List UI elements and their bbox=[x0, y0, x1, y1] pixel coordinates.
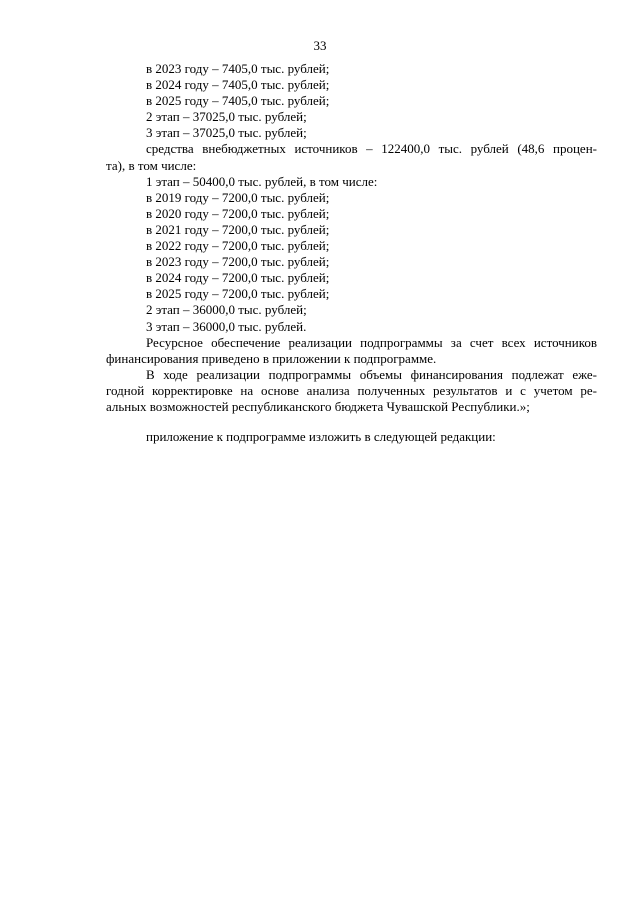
text-line: альных возможностей республиканского бюджета Чувашской Республики.»; bbox=[106, 398, 530, 414]
text-line: 1 этап – 50400,0 тыс. рублей, в том числе: bbox=[146, 173, 378, 189]
text-line: Ресурсное обеспечение реализации подпрограммы за счет всех источников bbox=[146, 334, 597, 350]
text-line: в 2024 году – 7405,0 тыс. рублей; bbox=[146, 77, 330, 93]
text-line: 2 этап – 37025,0 тыс. рублей; bbox=[146, 109, 307, 125]
text-line: годной корректировке на основе анализа полученных результатов и с учетом ре- bbox=[106, 382, 597, 398]
text-line: в 2023 году – 7200,0 тыс. рублей; bbox=[146, 254, 330, 270]
text-line: приложение к подпрограмме изложить в следующей редакции: bbox=[146, 429, 496, 445]
document-body bbox=[106, 61, 597, 445]
text-line: 2 этап – 36000,0 тыс. рублей; bbox=[146, 302, 307, 318]
text-line: средства внебюджетных источников – 122400,0 тыс. рублей (48,6 процен- bbox=[146, 141, 597, 157]
text-line: 3 этап – 37025,0 тыс. рублей; bbox=[146, 125, 307, 141]
text-line: в 2019 году – 7200,0 тыс. рублей; bbox=[146, 189, 330, 205]
text-line: в 2024 году – 7200,0 тыс. рублей; bbox=[146, 270, 330, 286]
page-number: 33 bbox=[313, 38, 327, 53]
text-line: 3 этап – 36000,0 тыс. рублей. bbox=[146, 318, 307, 334]
text-line: В ходе реализации подпрограммы объемы финансирования подлежат еже- bbox=[146, 366, 597, 382]
text-line: в 2021 году – 7200,0 тыс. рублей; bbox=[146, 221, 330, 237]
text-line: в 2020 году – 7200,0 тыс. рублей; bbox=[146, 205, 330, 221]
text-line: в 2023 году – 7405,0 тыс. рублей; bbox=[146, 61, 330, 76]
text-line: в 2025 году – 7200,0 тыс. рублей; bbox=[146, 286, 330, 302]
text-line: в 2025 году – 7405,0 тыс. рублей; bbox=[146, 93, 330, 109]
paragraph-gap bbox=[106, 415, 597, 429]
text-line: в 2022 году – 7200,0 тыс. рублей; bbox=[146, 238, 330, 254]
text-line: финансирования приведено в приложении к подпрограмме. bbox=[106, 350, 437, 366]
text-line: та), в том числе: bbox=[106, 157, 197, 173]
